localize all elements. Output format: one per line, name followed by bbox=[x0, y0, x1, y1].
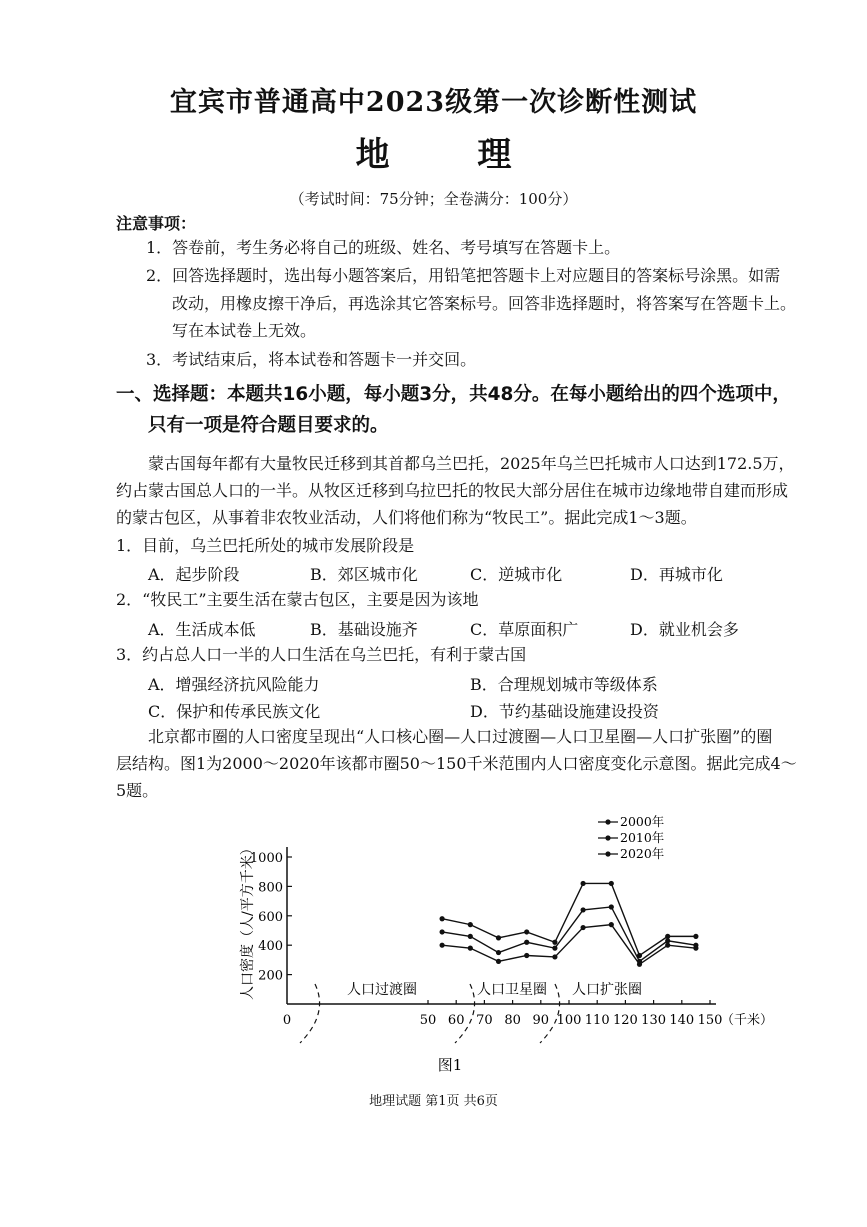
chart-axes bbox=[287, 847, 716, 1004]
y-tick-label: 1000 bbox=[249, 851, 283, 866]
figure-caption: 图1 bbox=[437, 1056, 463, 1074]
chart-labels bbox=[239, 841, 773, 1074]
data-point bbox=[440, 943, 445, 948]
zone-boundary-arc bbox=[300, 984, 320, 1043]
data-point bbox=[609, 922, 614, 927]
zone-label: 人口卫星圈 bbox=[477, 982, 547, 998]
x-tick-label: 90 bbox=[532, 1013, 550, 1028]
x-tick-label: 150 bbox=[697, 1013, 723, 1028]
data-point bbox=[581, 907, 586, 912]
legend-marker bbox=[605, 819, 610, 824]
legend-marker bbox=[605, 851, 610, 856]
data-point bbox=[552, 954, 557, 959]
section-heading-cont: 只有一项是符合题目要求的。 bbox=[148, 415, 389, 436]
data-point bbox=[665, 934, 670, 939]
data-point bbox=[524, 953, 529, 958]
x-tick-label: 70 bbox=[476, 1013, 493, 1028]
data-point bbox=[637, 959, 642, 964]
zone-label: 人口过渡圈 bbox=[347, 982, 417, 998]
data-point bbox=[496, 950, 501, 955]
y-tick-label: 400 bbox=[258, 939, 283, 955]
x-tick-label: 80 bbox=[504, 1013, 521, 1028]
data-point bbox=[440, 916, 445, 921]
passage-1-line-1: 蒙古国每年都有大量牧民迁移到其首都乌兰巴托，2025年乌兰巴托城市人口达到172.5万， bbox=[148, 454, 795, 473]
legend-marker bbox=[605, 835, 610, 840]
passage-1-line-2: 约占蒙古国总人口的一半。从牧区迁移到乌拉巴托的牧民大部分居住在城市边缘地带自建而形成 bbox=[116, 481, 789, 500]
passage-1-line-3: 的蒙古包区，从事着非农牧业活动，人们将他们称为“牧民工”。据此完成1～3题。 bbox=[116, 508, 697, 527]
x-tick-label: 130 bbox=[641, 1013, 667, 1028]
data-point bbox=[552, 940, 557, 945]
x-tick-label: 110 bbox=[584, 1013, 610, 1028]
question-1-option-b: B．郊区城市化 bbox=[310, 565, 418, 584]
notice-item-3: 3．考试结束后，将本试卷和答题卡一并交回。 bbox=[146, 350, 477, 369]
page-footer: 地理试题 第1页 共6页 bbox=[369, 1094, 498, 1109]
subject-title: 地 理 bbox=[355, 135, 550, 175]
y-tick-label: 600 bbox=[258, 909, 283, 925]
question-2-option-c: C．草原面积广 bbox=[470, 620, 579, 639]
series-line-2 bbox=[442, 883, 696, 955]
question-3-option-a: A．增强经济抗风险能力 bbox=[148, 675, 320, 694]
data-point bbox=[693, 934, 698, 939]
legend-label: 2000年 bbox=[620, 814, 665, 829]
question-2-option-a: A．生活成本低 bbox=[148, 620, 256, 639]
y-tick-label: 200 bbox=[258, 968, 283, 984]
passage-2-line-1: 北京都市圈的人口密度呈现出“人口核心圈—人口过渡圈—人口卫星圈—人口扩张圈”的圈 bbox=[148, 727, 773, 746]
x-tick-label: 0 bbox=[282, 1013, 292, 1028]
y-tick-label: 800 bbox=[258, 880, 283, 896]
data-point bbox=[524, 929, 529, 934]
question-3-option-b: B．合理规划城市等级体系 bbox=[470, 675, 658, 694]
data-point bbox=[581, 881, 586, 886]
legend-label: 2020年 bbox=[620, 846, 665, 861]
question-1-option-d: D．再城市化 bbox=[630, 565, 723, 584]
x-tick-label: 60 bbox=[447, 1013, 465, 1028]
data-point bbox=[637, 953, 642, 958]
data-point bbox=[440, 929, 445, 934]
notice-heading: 注意事项： bbox=[116, 214, 197, 233]
series-line-0 bbox=[442, 925, 696, 965]
legend-label: 2010年 bbox=[620, 830, 665, 845]
data-point bbox=[693, 943, 698, 948]
notice-item-2: 2．回答选择题时，选出每小题答案后，用铅笔把答题卡上对应题目的答案标号涂黑。如需 bbox=[146, 266, 781, 285]
question-2-stem: 2．“牧民工”主要生活在蒙古包区，主要是因为该地 bbox=[116, 590, 479, 609]
section-heading: 一、选择题：本题共16小题，每小题3分，共48分。在每小题给出的四个选项中， bbox=[116, 384, 791, 405]
data-point bbox=[524, 940, 529, 945]
question-3-option-d: D．节约基础设施建设投资 bbox=[470, 702, 659, 721]
data-point bbox=[496, 935, 501, 940]
x-tick-label: 120 bbox=[612, 1013, 638, 1028]
exam-info: （考试时间：75分钟；全卷满分：100分） bbox=[289, 190, 578, 208]
question-2-option-d: D．就业机会多 bbox=[630, 620, 739, 639]
data-point bbox=[496, 959, 501, 964]
data-point bbox=[468, 946, 473, 951]
data-point bbox=[468, 922, 473, 927]
data-point bbox=[609, 904, 614, 909]
question-3-option-c: C．保护和传承民族文化 bbox=[148, 702, 321, 721]
passage-2-line-2: 层结构。图1为2000～2020年该都市圈50～150千米范围内人口密度变化示意图。据此完成4～ bbox=[116, 754, 797, 773]
data-point bbox=[609, 881, 614, 886]
notice-item-2-cont: 改动，用橡皮擦干净后，再选涂其它答案标号。回答非选择题时，将答案写在答题卡上。 bbox=[172, 294, 797, 313]
x-tick-label: 50 bbox=[419, 1013, 437, 1028]
question-1-stem: 1．目前，乌兰巴托所处的城市发展阶段是 bbox=[116, 536, 415, 555]
exam-title: 宜宾市普通高中2023级第一次诊断性测试 bbox=[169, 87, 698, 118]
question-3-stem: 3．约占总人口一半的人口生活在乌兰巴托，有利于蒙古国 bbox=[116, 645, 527, 664]
question-2-option-b: B．基础设施齐 bbox=[310, 620, 418, 639]
question-1-option-a: A．起步阶段 bbox=[148, 565, 240, 584]
zone-label: 人口扩张圈 bbox=[572, 982, 642, 998]
data-point bbox=[581, 925, 586, 930]
x-tick-label: 140 bbox=[669, 1013, 695, 1028]
chart-series bbox=[440, 881, 699, 967]
x-tick-label: 100 bbox=[556, 1013, 582, 1028]
chart-legend bbox=[598, 814, 664, 861]
x-axis-label: （千米） bbox=[721, 1013, 774, 1028]
data-point bbox=[468, 934, 473, 939]
data-point bbox=[552, 946, 557, 951]
notice-item-1: 1．答卷前，考生务必将自己的班级、姓名、考号填写在答题卡上。 bbox=[146, 238, 621, 257]
y-axis-label: 人口密度（人/平方千米） bbox=[240, 841, 256, 1000]
question-1-option-c: C．逆城市化 bbox=[470, 565, 563, 584]
passage-2-line-3: 5题。 bbox=[116, 781, 159, 800]
notice-item-2-cont2: 写在本试卷上无效。 bbox=[172, 321, 317, 340]
